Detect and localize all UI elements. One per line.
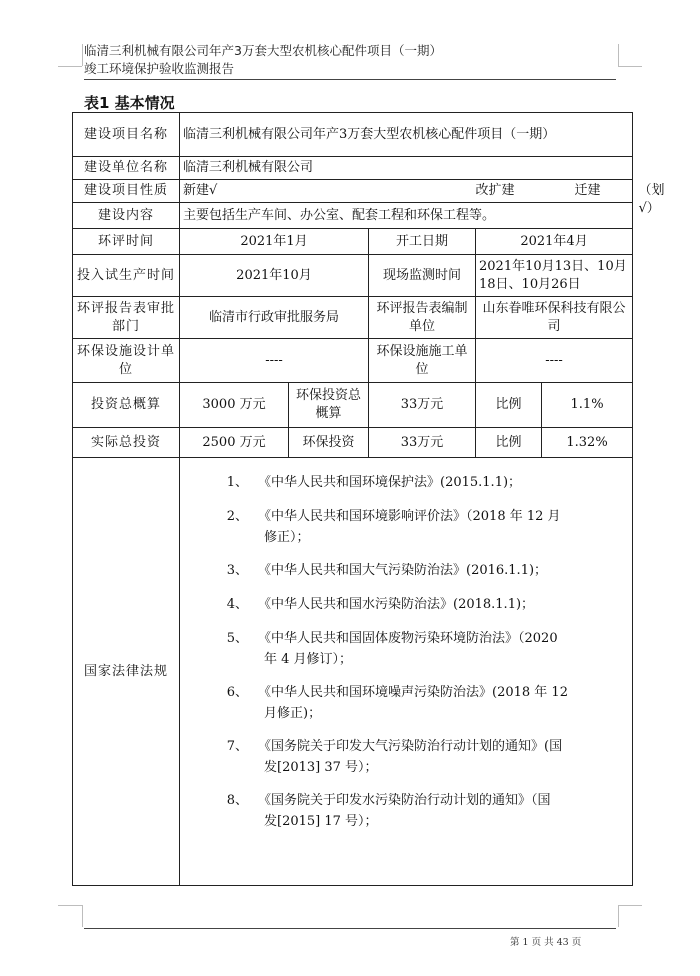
ratio-label-1: 比例 <box>476 383 542 428</box>
crop-mark-bottom-right-v <box>618 905 619 927</box>
law-text-continued: 发[2015] 17 号）； <box>264 814 378 829</box>
law-text-continued: 修正）； <box>264 530 310 545</box>
build-unit-label: 环保设施施工单位 <box>369 339 476 383</box>
crop-mark-bottom-left-h <box>58 905 82 906</box>
approval-dept-value: 临清市行政审批服务局 <box>180 297 369 339</box>
ratio-label-2: 比例 <box>476 428 542 458</box>
law-item <box>214 466 626 500</box>
compile-unit-value: 山东眷唯环保科技有限公司 <box>476 297 633 339</box>
law-item <box>214 676 626 724</box>
law-text: 《中华人民共和国固体废物污染环境防治法》（2020 <box>258 631 558 646</box>
law-text: 《中华人民共和国环境保护法》(2015.1.1)； <box>258 475 522 490</box>
env-budget-value: 33万元 <box>369 383 476 428</box>
nature-move: 迁建 <box>574 183 601 198</box>
law-number: 7、 <box>226 739 248 754</box>
project-name-value: 临清三利机械有限公司年产3万套大型农机核心配件项目（一期） <box>180 113 633 157</box>
unit-value: 临清三利机械有限公司 <box>180 157 633 180</box>
law-item <box>214 554 626 588</box>
nature-label: 建设项目性质 <box>73 180 180 203</box>
law-text: 《中华人民共和国环境噪声污染防治法》(2018 年 12 <box>258 685 568 700</box>
content-value: 主要包括生产车间、办公室、配套工程和环保工程等。 <box>180 203 633 229</box>
env-actual-label: 环保投资 <box>289 428 369 458</box>
law-item <box>214 622 626 670</box>
law-text-continued: 发[2013] 37 号）； <box>264 760 378 775</box>
monitor-time-value: 2021年10月13日、10月18日、10月26日 <box>476 255 633 297</box>
approval-dept-label: 环评报告表审批部门 <box>73 297 180 339</box>
project-name-label: 建设项目名称 <box>73 113 180 157</box>
law-number: 4、 <box>226 597 248 612</box>
law-item <box>214 500 626 548</box>
law-text-continued: 月修正)； <box>264 706 322 721</box>
env-actual-value: 33万元 <box>369 428 476 458</box>
start-date-value: 2021年4月 <box>476 229 633 255</box>
actual-investment-label: 实际总投资 <box>73 428 180 458</box>
trial-production-value: 2021年10月 <box>180 255 369 297</box>
law-number: 6、 <box>226 685 248 700</box>
crop-mark-top-left-h <box>58 66 82 67</box>
law-text: 《中华人民共和国大气污染防治法》(2016.1.1)； <box>258 563 548 578</box>
law-item <box>214 784 626 832</box>
eia-time-label: 环评时间 <box>73 229 180 255</box>
law-text: 《中华人民共和国水污染防治法》(2018.1.1)； <box>258 597 535 612</box>
crop-mark-bottom-left-v <box>82 905 83 927</box>
law-item <box>214 730 626 778</box>
law-number: 1、 <box>226 475 248 490</box>
start-date-label: 开工日期 <box>369 229 476 255</box>
ratio-value-1: 1.1% <box>542 383 633 428</box>
crop-mark-top-right-v <box>618 44 619 66</box>
law-number: 3、 <box>226 563 248 578</box>
trial-production-label: 投入试生产时间 <box>73 255 180 297</box>
laws-list <box>180 458 633 886</box>
law-text: 《中华人民共和国环境影响评价法》（2018 年 12 月 <box>258 509 561 524</box>
law-number: 5、 <box>226 631 248 646</box>
ratio-value-2: 1.32% <box>542 428 633 458</box>
law-text: 《国务院关于印发大气污染防治行动计划的通知》(国 <box>258 739 563 754</box>
crop-mark-top-left-v <box>82 44 83 66</box>
budget-value: 3000 万元 <box>180 383 289 428</box>
header-line-1: 临清三利机械有限公司年产3万套大型农机核心配件项目（一期） <box>84 43 442 58</box>
law-text: 《国务院关于印发水污染防治行动计划的通知》（国 <box>258 793 551 808</box>
basic-info-table <box>72 112 665 886</box>
design-unit-value: ---- <box>180 339 369 383</box>
law-text-continued: 年 4 月修订）； <box>264 652 353 667</box>
crop-mark-top-right-h <box>618 66 642 67</box>
env-budget-label: 环保投资总概算 <box>289 383 369 428</box>
header-line-2: 竣工环境保护验收监测报告 <box>84 61 235 76</box>
law-number: 8、 <box>226 793 248 808</box>
crop-mark-bottom-right-h <box>618 905 642 906</box>
header-rule <box>84 79 616 80</box>
nature-value: 新建√ 改扩建 迁建 （划√） <box>180 180 633 203</box>
content-label: 建设内容 <box>73 203 180 229</box>
laws-label: 国家法律法规 <box>73 458 180 886</box>
eia-time-value: 2021年1月 <box>180 229 369 255</box>
law-item <box>214 588 626 622</box>
build-unit-value: ---- <box>476 339 633 383</box>
budget-label: 投资总概算 <box>73 383 180 428</box>
compile-unit-label: 环评报告表编制单位 <box>369 297 476 339</box>
law-number: 2、 <box>226 509 248 524</box>
nature-expand: 改扩建 <box>475 183 515 198</box>
unit-label: 建设单位名称 <box>73 157 180 180</box>
nature-new: 新建√ <box>183 183 218 198</box>
page-number: 第 1 页 共 43 页 <box>510 937 582 948</box>
monitor-time-label: 现场监测时间 <box>369 255 476 297</box>
actual-investment-value: 2500 万元 <box>180 428 289 458</box>
design-unit-label: 环保设施设计单位 <box>73 339 180 383</box>
footer-rule <box>84 928 616 929</box>
table-title: 表1 基本情况 <box>84 94 175 112</box>
